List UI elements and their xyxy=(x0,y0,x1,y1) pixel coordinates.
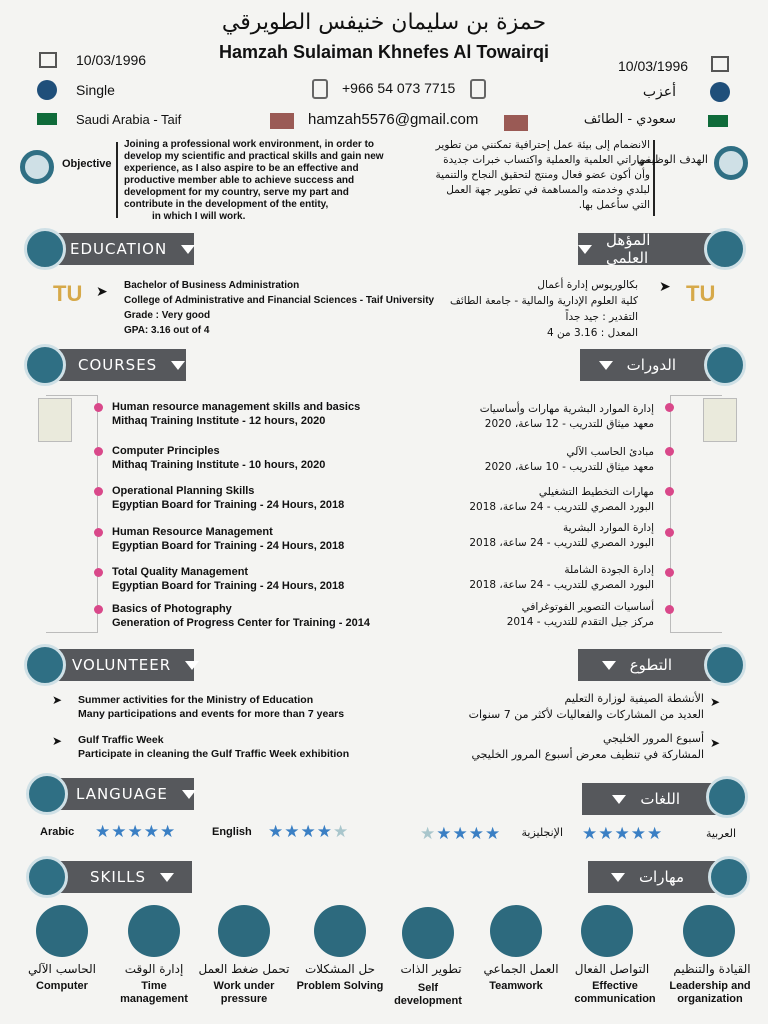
arrow-icon: ➤ xyxy=(52,693,63,707)
taif-university-logo: TU xyxy=(686,281,716,306)
course-item: Basics of Photography Generation of Progress Center for Training - 2014 xyxy=(112,603,370,629)
phone-icon xyxy=(470,79,486,99)
section-header-skills: SKILLS xyxy=(46,861,192,893)
arrow-icon: ➤ xyxy=(710,736,721,750)
rating-stars: ★★★★★ xyxy=(268,822,350,841)
course-item: Total Quality Management Egyptian Board for Training - 24 Hours, 2018 xyxy=(112,566,345,592)
status-en: Single xyxy=(76,82,115,98)
course-bullet xyxy=(94,605,103,614)
objective-text-ar: الانضمام إلى بيئة عمل إحترافية تمكنني من تطوير مهاراتي العلمية والعملية واكتساب خبرات جديدة وأن أكون عضو فعال ومنتج لتحقيق النجاح والتنمية لبلدي وخدمته والمساهمة في تطوير جهة العمل التي سأعمل بها. xyxy=(435,139,650,211)
language-label: Arabic xyxy=(40,826,75,838)
course-item: Computer Principles Mithaq Training Institute - 10 hours, 2020 xyxy=(112,445,326,471)
section-header-courses: COURSES xyxy=(44,349,186,381)
course-bullet xyxy=(665,447,674,456)
course-bullet xyxy=(665,403,674,412)
language-label: الإنجليزية xyxy=(521,826,563,839)
name-arabic: حمزة بن سليمان خنيفس الطويرقي xyxy=(221,10,547,35)
person-icon xyxy=(37,80,57,100)
gears-icon xyxy=(26,856,68,898)
skill-label: Work under pressure xyxy=(213,980,275,1005)
course-item-ar: مهارات التخطيط التشغيلي البورد المصري للتدريب - 24 ساعة، 2018 xyxy=(469,486,654,513)
handshake-icon xyxy=(581,905,633,957)
skill-label-ar: العمل الجماعي xyxy=(483,962,559,976)
course-bullet xyxy=(94,528,103,537)
skill-label-ar: تحمل ضغط العمل xyxy=(198,962,290,976)
location-en: Saudi Arabia - Taif xyxy=(76,112,182,127)
course-item: Operational Planning Skills Egyptian Board for Training - 24 Hours, 2018 xyxy=(112,485,345,511)
skill-label-ar: التواصل الفعال xyxy=(574,962,650,976)
course-item-ar: إدارة الجودة الشاملة البورد المصري للتدريب - 24 ساعة، 2018 xyxy=(469,564,654,591)
course-item-ar: مبادئ الحاسب الآلي معهد ميثاق للتدريب - 10 ساعة، 2020 xyxy=(484,446,654,473)
gears-network-icon xyxy=(218,905,270,957)
gears-icon xyxy=(708,856,750,898)
skill-label: Effective communication xyxy=(574,980,656,1005)
section-header-education-ar: المؤهل العلمي xyxy=(578,233,724,265)
course-item-ar: أساسيات التصوير الفوتوغرافي مركز جيل التقدم للتدريب - 2014 xyxy=(506,601,654,628)
skill-label-ar: تطوير الذات xyxy=(400,962,462,976)
course-bullet xyxy=(665,568,674,577)
rating-stars: ★★★★★ xyxy=(95,822,177,841)
course-bullet xyxy=(94,403,103,412)
course-bullet xyxy=(94,447,103,456)
envelope-icon xyxy=(504,115,528,131)
speech-bubbles-icon xyxy=(26,773,68,815)
dob-ar: 10/03/1996 xyxy=(618,58,689,74)
skill-label-ar: الحاسب الآلي xyxy=(28,962,96,976)
education-en: Bachelor of Business Administration College of Administrative and Financial Sciences - Taif University Grade : Very good GPA: 3.16 out of 4 xyxy=(124,280,435,336)
taif-university-logo: TU xyxy=(53,281,83,306)
diploma-icon xyxy=(24,344,66,386)
saudi-flag-icon xyxy=(708,115,728,127)
language-label: English xyxy=(212,826,252,838)
graduation-cap-icon xyxy=(24,228,66,270)
target-icon xyxy=(20,150,54,184)
course-bullet xyxy=(665,528,674,537)
course-item-ar: إدارة الموارد البشرية مهارات وأساسيات معهد ميثاق للتدريب - 12 ساعة، 2020 xyxy=(479,403,654,430)
dob-en: 10/03/1996 xyxy=(76,52,147,68)
language-label: العربية xyxy=(705,827,736,840)
email: hamzah5576@gmail.com xyxy=(308,111,479,128)
rating-stars: ★★★★★ xyxy=(582,824,664,843)
skill-label-ar: إدارة الوقت xyxy=(124,962,184,976)
skill-label: Teamwork xyxy=(489,980,543,992)
phone-icon xyxy=(312,79,328,99)
target-icon xyxy=(714,146,748,180)
skill-label: Time management xyxy=(120,980,188,1005)
graduation-cap-icon xyxy=(704,228,746,270)
arrow-icon: ➤ xyxy=(659,278,671,294)
status-ar: أعزب xyxy=(642,84,676,100)
section-header-language-ar: اللغات xyxy=(582,783,728,815)
lightbulb-icon xyxy=(314,905,366,957)
gift-icon xyxy=(711,56,729,72)
volunteer-item-ar: الأنشطة الصيفية لوزارة التعليم العديد من المشاركات والفعاليات لأكثر من 7 سنوات xyxy=(468,692,704,721)
skill-label-ar: القيادة والتنظيم xyxy=(673,962,751,976)
speech-bubbles-icon xyxy=(706,776,748,818)
saudi-flag-icon xyxy=(37,113,57,125)
objective-text-en: Joining a professional work environment, in order to develop my scientific and practical skills and gain new experience, as I also aspire to be an effective and productive member able to achieve success and development for my country, serve my part and contribute in the development of the entity, in which I will work. xyxy=(124,139,384,222)
course-bullet xyxy=(94,568,103,577)
course-list-frame xyxy=(46,395,98,633)
rating-stars: ★★★★★ xyxy=(420,824,502,843)
course-bullet xyxy=(665,605,674,614)
section-header-education: EDUCATION xyxy=(44,233,194,265)
gift-icon xyxy=(39,52,57,68)
section-header-language: LANGUAGE xyxy=(46,778,194,810)
check-icon xyxy=(683,905,735,957)
volunteer-desk-icon xyxy=(704,644,746,686)
volunteer-item-ar: أسبوع المرور الخليجي المشاركة في تنظيف معرض أسبوع المرور الخليجي xyxy=(471,732,704,761)
skill-label-ar: حل المشكلات xyxy=(304,962,376,976)
volunteer-item: Gulf Traffic Week Participate in cleaning the Gulf Traffic Week exhibition xyxy=(78,734,350,760)
monitor-icon xyxy=(36,905,88,957)
team-icon xyxy=(490,905,542,957)
stopwatch-icon xyxy=(128,905,180,957)
arrow-icon: ➤ xyxy=(710,695,721,709)
section-header-skills-ar: مهارات xyxy=(588,861,728,893)
course-item-ar: إدارة الموارد البشرية البورد المصري للتدريب - 24 ساعة، 2018 xyxy=(469,522,654,549)
arrow-icon: ➤ xyxy=(52,734,63,748)
location-ar: سعودي - الطائف xyxy=(583,112,676,127)
section-header-volunteer-ar: التطوع xyxy=(578,649,724,681)
phone-number: +966 54 073 7715 xyxy=(342,80,456,96)
objective-label-en: Objective xyxy=(62,158,112,170)
course-list-frame xyxy=(670,395,722,633)
volunteer-desk-icon xyxy=(24,644,66,686)
skill-label: Computer xyxy=(36,980,88,992)
name-english: Hamzah Sulaiman Khnefes Al Towairqi xyxy=(218,42,550,62)
growth-chart-icon xyxy=(402,907,454,959)
volunteer-item: Summer activities for the Ministry of Education Many participations and events for more than 7 years xyxy=(78,694,345,720)
course-item: Human resource management skills and basics Mithaq Training Institute - 12 hours, 2020 xyxy=(112,401,361,427)
course-bullet xyxy=(94,487,103,496)
section-header-volunteer: VOLUNTEER xyxy=(44,649,194,681)
course-item: Human Resource Management Egyptian Board for Training - 24 Hours, 2018 xyxy=(112,526,345,552)
diploma-icon xyxy=(704,344,746,386)
section-header-courses-ar: الدورات xyxy=(580,349,724,381)
skill-label: Leadership and organization xyxy=(669,980,751,1005)
divider xyxy=(116,142,118,218)
skill-label: Problem Solving xyxy=(296,980,384,992)
education-ar: بكالوريوس إدارة أعمال كلية العلوم الإدارية والمالية - جامعة الطائف التقدير : جيد جداً المعدل : 3.16 من 4 xyxy=(450,279,638,339)
envelope-icon xyxy=(270,113,294,129)
person-icon xyxy=(710,82,730,102)
course-bullet xyxy=(665,487,674,496)
arrow-icon: ➤ xyxy=(96,283,108,299)
skill-label: Self development xyxy=(394,982,462,1007)
objective-label-ar: الهدف الوظيفي xyxy=(636,153,708,166)
